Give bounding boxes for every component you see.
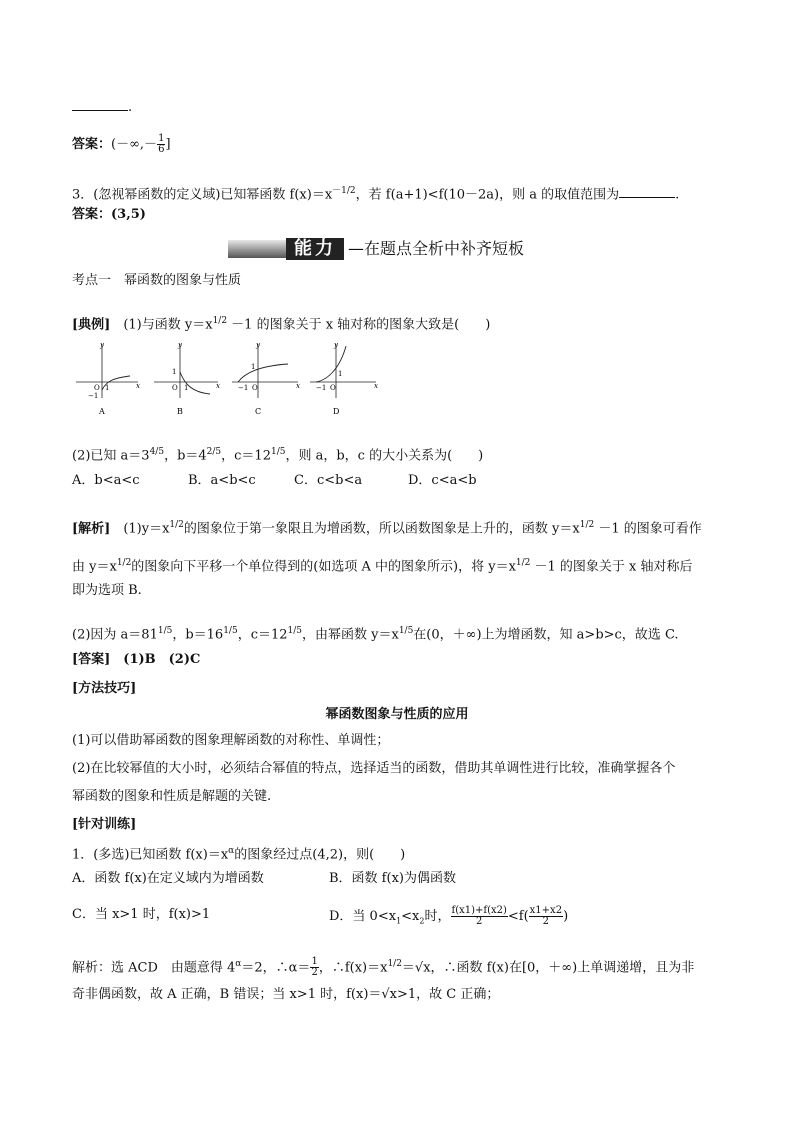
method-title: 幂函数图象与性质的应用 [325,707,469,722]
svg-text:x: x [374,382,378,390]
answer-tag: [答案] (1)B (2)C [72,652,201,667]
training-options-ab [72,870,456,888]
svg-text:1: 1 [105,384,110,392]
example-question-2: (2)已知 $a=3^{4/5}$，$b=4^{2/5}$，$c=12^{1/5}$，则 a，b，c 的大小关系为( ) [72,447,484,464]
training-option-c: C．当 x>1 时，f(x)>1 [72,907,211,922]
section-banner [228,236,568,262]
method-point-1: (1)可以借助幂函数的图象理解函数的对称性、单调性； [72,733,390,748]
answer-blank-line: . [72,98,132,117]
method-point-3: 幂函数的图象和性质是解题的关键. [72,789,272,804]
option-b: B．a<b<c [188,473,256,488]
fraction: $\frac{x1+x2}{2}$ [529,905,563,927]
fraction: $\frac{f(x1)+f(x2)}{2}$ [451,905,507,927]
svg-text:y: y [178,341,182,349]
question-3: 3．(忽视幂函数的定义域)已知幂函数 $f(x)=x^{-1/2}$，若 f(a+1)<f(10－2a)，则 a 的取值范围为 . [72,186,680,203]
svg-text:1: 1 [172,368,177,376]
kaodian-heading: 考点一 幂函数的图象与性质 [72,273,242,288]
training-option-d: D．当 $0<x_1<x_2$时， $\frac{f(x1)+f(x2)}{2}$ <f( $\frac{x1+x2}{2}$ ) [329,905,569,927]
svg-text:y: y [100,341,104,349]
training-option-a: A．函数 f(x)在定义域内为增函数 [72,871,264,886]
svg-text:y: y [256,341,260,349]
option-c: C．c<b<a [294,473,363,488]
graph-label-b: B [177,407,183,416]
graph-a [76,341,140,416]
option-graphs [72,338,392,420]
training-options-cd [72,905,569,927]
example-options [72,472,477,490]
banner-subtitle: —在题点全析中补齐短板 [348,239,525,258]
svg-text:−1: −1 [238,384,249,392]
answer-line-1: 答案：(－∞,－ $\frac{1}{6}$ ] [72,133,171,155]
svg-text:y: y [334,341,338,349]
method-point-2: (2)在比较幂值的大小时，必须结合幂值的特点，选择适当的函数，借助其单调性进行比较，准确掌握各个 [72,761,676,776]
analysis-line-4: (2)因为 $a=81^{1/5}$，$b=16^{1/5}$，$c=12^{1/5}$，由幂函数 $y=x^{1/5}$在(0，＋∞)上为增函数，知 a>b>c，故选 C. [72,626,679,643]
svg-text:x: x [136,382,140,390]
banner-gradient-bar [228,240,286,258]
solution-line-1: 解析：选 ACD 由题意得 $4^\alpha=2$，∴α＝ $\frac{1}{2}$ ，$\therefore f(x)=x^{1/2}=√x$，∴函数 f(x)在[0，＋∞)上单调递增，且为非 [72,956,695,979]
graph-b [154,341,220,416]
svg-text:−1: −1 [88,392,99,400]
answer-line-2: 答案：(3,5) [72,207,146,222]
training-option-b: B．函数 f(x)为偶函数 [329,871,456,886]
svg-text:O: O [252,384,258,392]
method-tag: [方法技巧] [72,681,137,696]
fraction: $\frac{1}{6}$ [158,133,165,155]
graph-label-c: C [255,407,262,416]
training-question-1: 1．(多选)已知函数 $f(x)=x^\alpha$的图象经过点(4,2)，则( ) [72,846,406,863]
example-question-1: [典例] (1)与函数 $y=x^{1/2} -1$ 的图象关于 x 轴对称的图象大致是( ) [72,316,491,333]
answer-label: 答案： [72,137,112,152]
svg-text:1: 1 [184,384,189,392]
option-d: D．c<a<b [408,473,477,488]
analysis-line-2: 由 $y=x^{1/2}$的图象向下平移一个单位得到的(如选项 A 中的图象所示)，将 $y=x^{1/2} -1$ 的图象关于 x 轴对称后 [72,558,693,575]
analysis-line-1: [解析] $(1)y=x^{1/2}$的图象位于第一象限且为增函数，所以函数图象是上升的，函数 $y=x^{1/2} -1$ 的图象可看作 [72,520,702,537]
graph-label-a: A [99,407,105,416]
banner-title: 能力 [286,238,344,260]
analysis-line-3: 即为选项 B. [72,583,142,598]
svg-text:O: O [330,384,336,392]
svg-text:x: x [216,382,220,390]
svg-text:1: 1 [338,370,343,378]
option-a: A．b<a<c [72,473,140,488]
graph-d [310,341,378,416]
training-tag: [针对训练] [72,817,137,832]
svg-text:x: x [296,382,300,390]
graph-label-d: D [333,407,340,416]
svg-text:O: O [94,384,100,392]
answer-blank [72,98,128,111]
svg-text:−1: −1 [316,384,327,392]
fraction: $\frac{1}{2}$ [311,956,318,979]
svg-text:O: O [172,384,178,392]
svg-text:1: 1 [251,363,256,371]
solution-line-2: 奇非偶函数，故 A 正确，B 错误；当 x>1 时，f(x)＝√x>1，故 C 正确； [72,987,500,1002]
graph-c [232,341,300,416]
